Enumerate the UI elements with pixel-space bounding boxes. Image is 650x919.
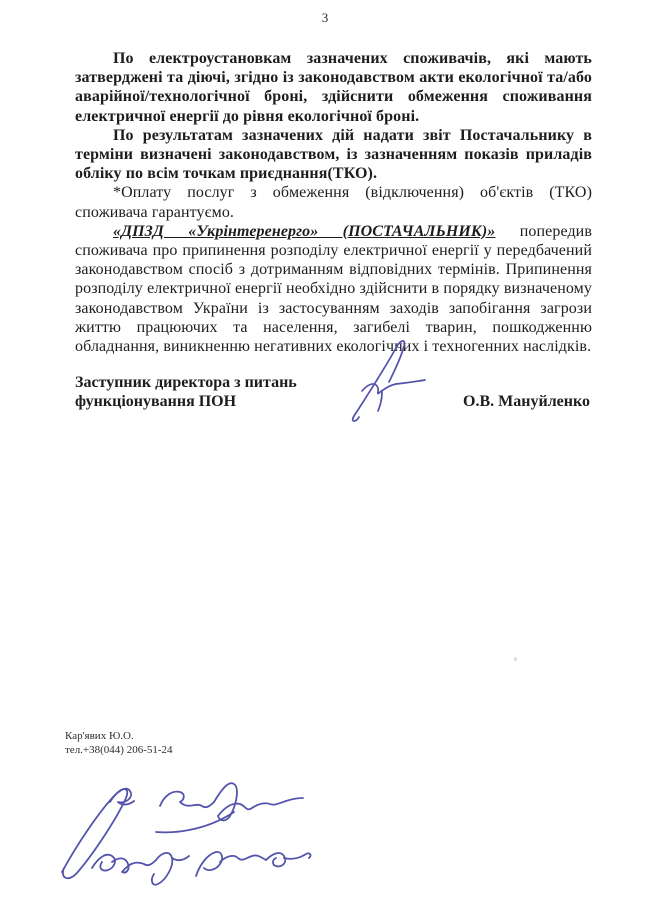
signatory-name: О.В. Мануйленко <box>463 393 590 411</box>
scan-artifact-speck <box>514 657 517 661</box>
paragraph-supplier-warning-text: попередив споживача про припинення розподілу електричної енергії у передбачений законодавством спосіб з дотриманням відповідних термінів. Припинення розподілу електричної енергії необхідно здійснити в порядку визначеному законодавством України із застосуванням заходів запобігання загрози життю працюючих та населення, загибелі тварин, пошкодженню обладнання, виникненню негативних екологічних і техногенних наслідків. <box>75 222 592 356</box>
signature-cursive-lower-right <box>196 852 222 876</box>
bottom-signatures-ink <box>48 772 338 897</box>
paragraph-supplier-warning <box>75 222 592 356</box>
signatory-title-line1: Заступник директора з питань <box>75 374 297 392</box>
signatory-title-line2: функціонування ПОН <box>75 393 237 411</box>
contact-phone: тел.+38(044) 206-51-24 <box>65 744 173 756</box>
page-number: 3 <box>321 10 329 25</box>
signature-cursive-top-right <box>160 783 303 820</box>
supplier-name-underlined: «ДПЗД «Укрінтеренерго» (ПОСТАЧАЛЬНИК)» <box>113 222 496 240</box>
paragraph-report-requirement: По результатам зазначених дій надати звіт Постачальнику в терміни визначені законодавством, із зазначенням показів приладів обліку по всім точкам приєднання(ТКО). <box>75 126 592 183</box>
signature-cursive-lower-left <box>92 855 115 871</box>
paragraph-electro-installations: По електроустановкам зазначених споживачів, які мають затверджені та діючі, згідно із законодавством акти екологічної та/або аварійної/технологічної броні, здійснити обмеження споживання електричної енергії до рівня екологічної броні. <box>75 50 592 125</box>
signature-flourish-left <box>62 789 127 878</box>
signature-block <box>75 373 592 411</box>
signatory-title <box>75 373 297 411</box>
document-body <box>75 49 592 412</box>
paragraph-payment-guarantee: *Оплату послуг з обмеження (відключення) об'єктів (ТКО) споживача гарантуємо. <box>75 184 592 221</box>
contact-footer <box>65 729 173 757</box>
contact-name: Кар'явих Ю.О. <box>65 730 134 742</box>
